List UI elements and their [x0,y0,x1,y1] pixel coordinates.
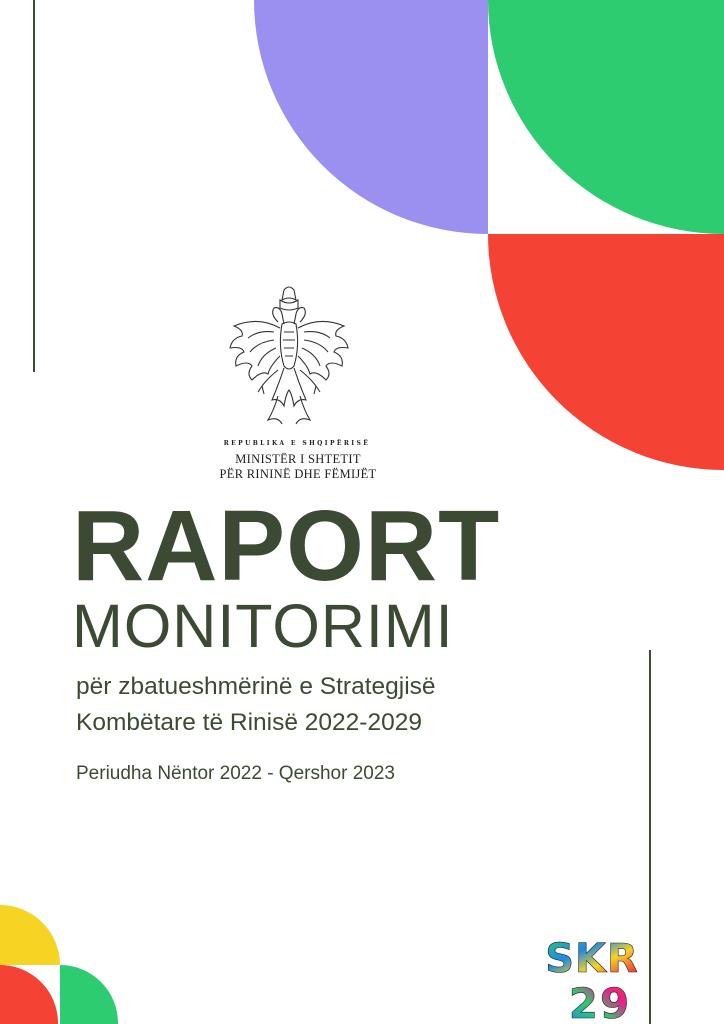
red-quarter-shape [488,234,724,470]
green-corner-shape [60,965,118,1024]
ministry-line-2: PËR RININË DHE FËMIJËT [219,467,377,481]
albanian-eagle-emblem-icon [228,286,350,434]
logo-text-29: 29 [568,979,632,1020]
skr29-logo [542,934,642,1020]
report-subtitle: MONITORIMI [72,592,454,660]
yellow-corner-shape [0,905,60,965]
red-corner-shape [0,965,58,1024]
ministry-name [198,452,398,482]
ministry-line-1: MINISTËR I SHTETIT [235,452,361,466]
left-vertical-line [33,0,35,372]
description-line-1: për zbatueshmërinë e Strategjisë [76,673,436,700]
right-vertical-line [649,650,651,1024]
report-description [76,669,436,741]
description-line-2: Kombëtare të Rinisë 2022-2029 [76,709,422,736]
republic-label: REPUBLIKA E SHQIPËRISË [223,440,371,447]
logo-text-skr: SKR [545,936,639,982]
report-period: Periudha Nëntor 2022 - Qershor 2023 [76,763,395,784]
purple-quarter-shape [254,0,488,234]
green-quarter-shape [488,0,724,234]
report-title: RAPORT [72,490,501,602]
